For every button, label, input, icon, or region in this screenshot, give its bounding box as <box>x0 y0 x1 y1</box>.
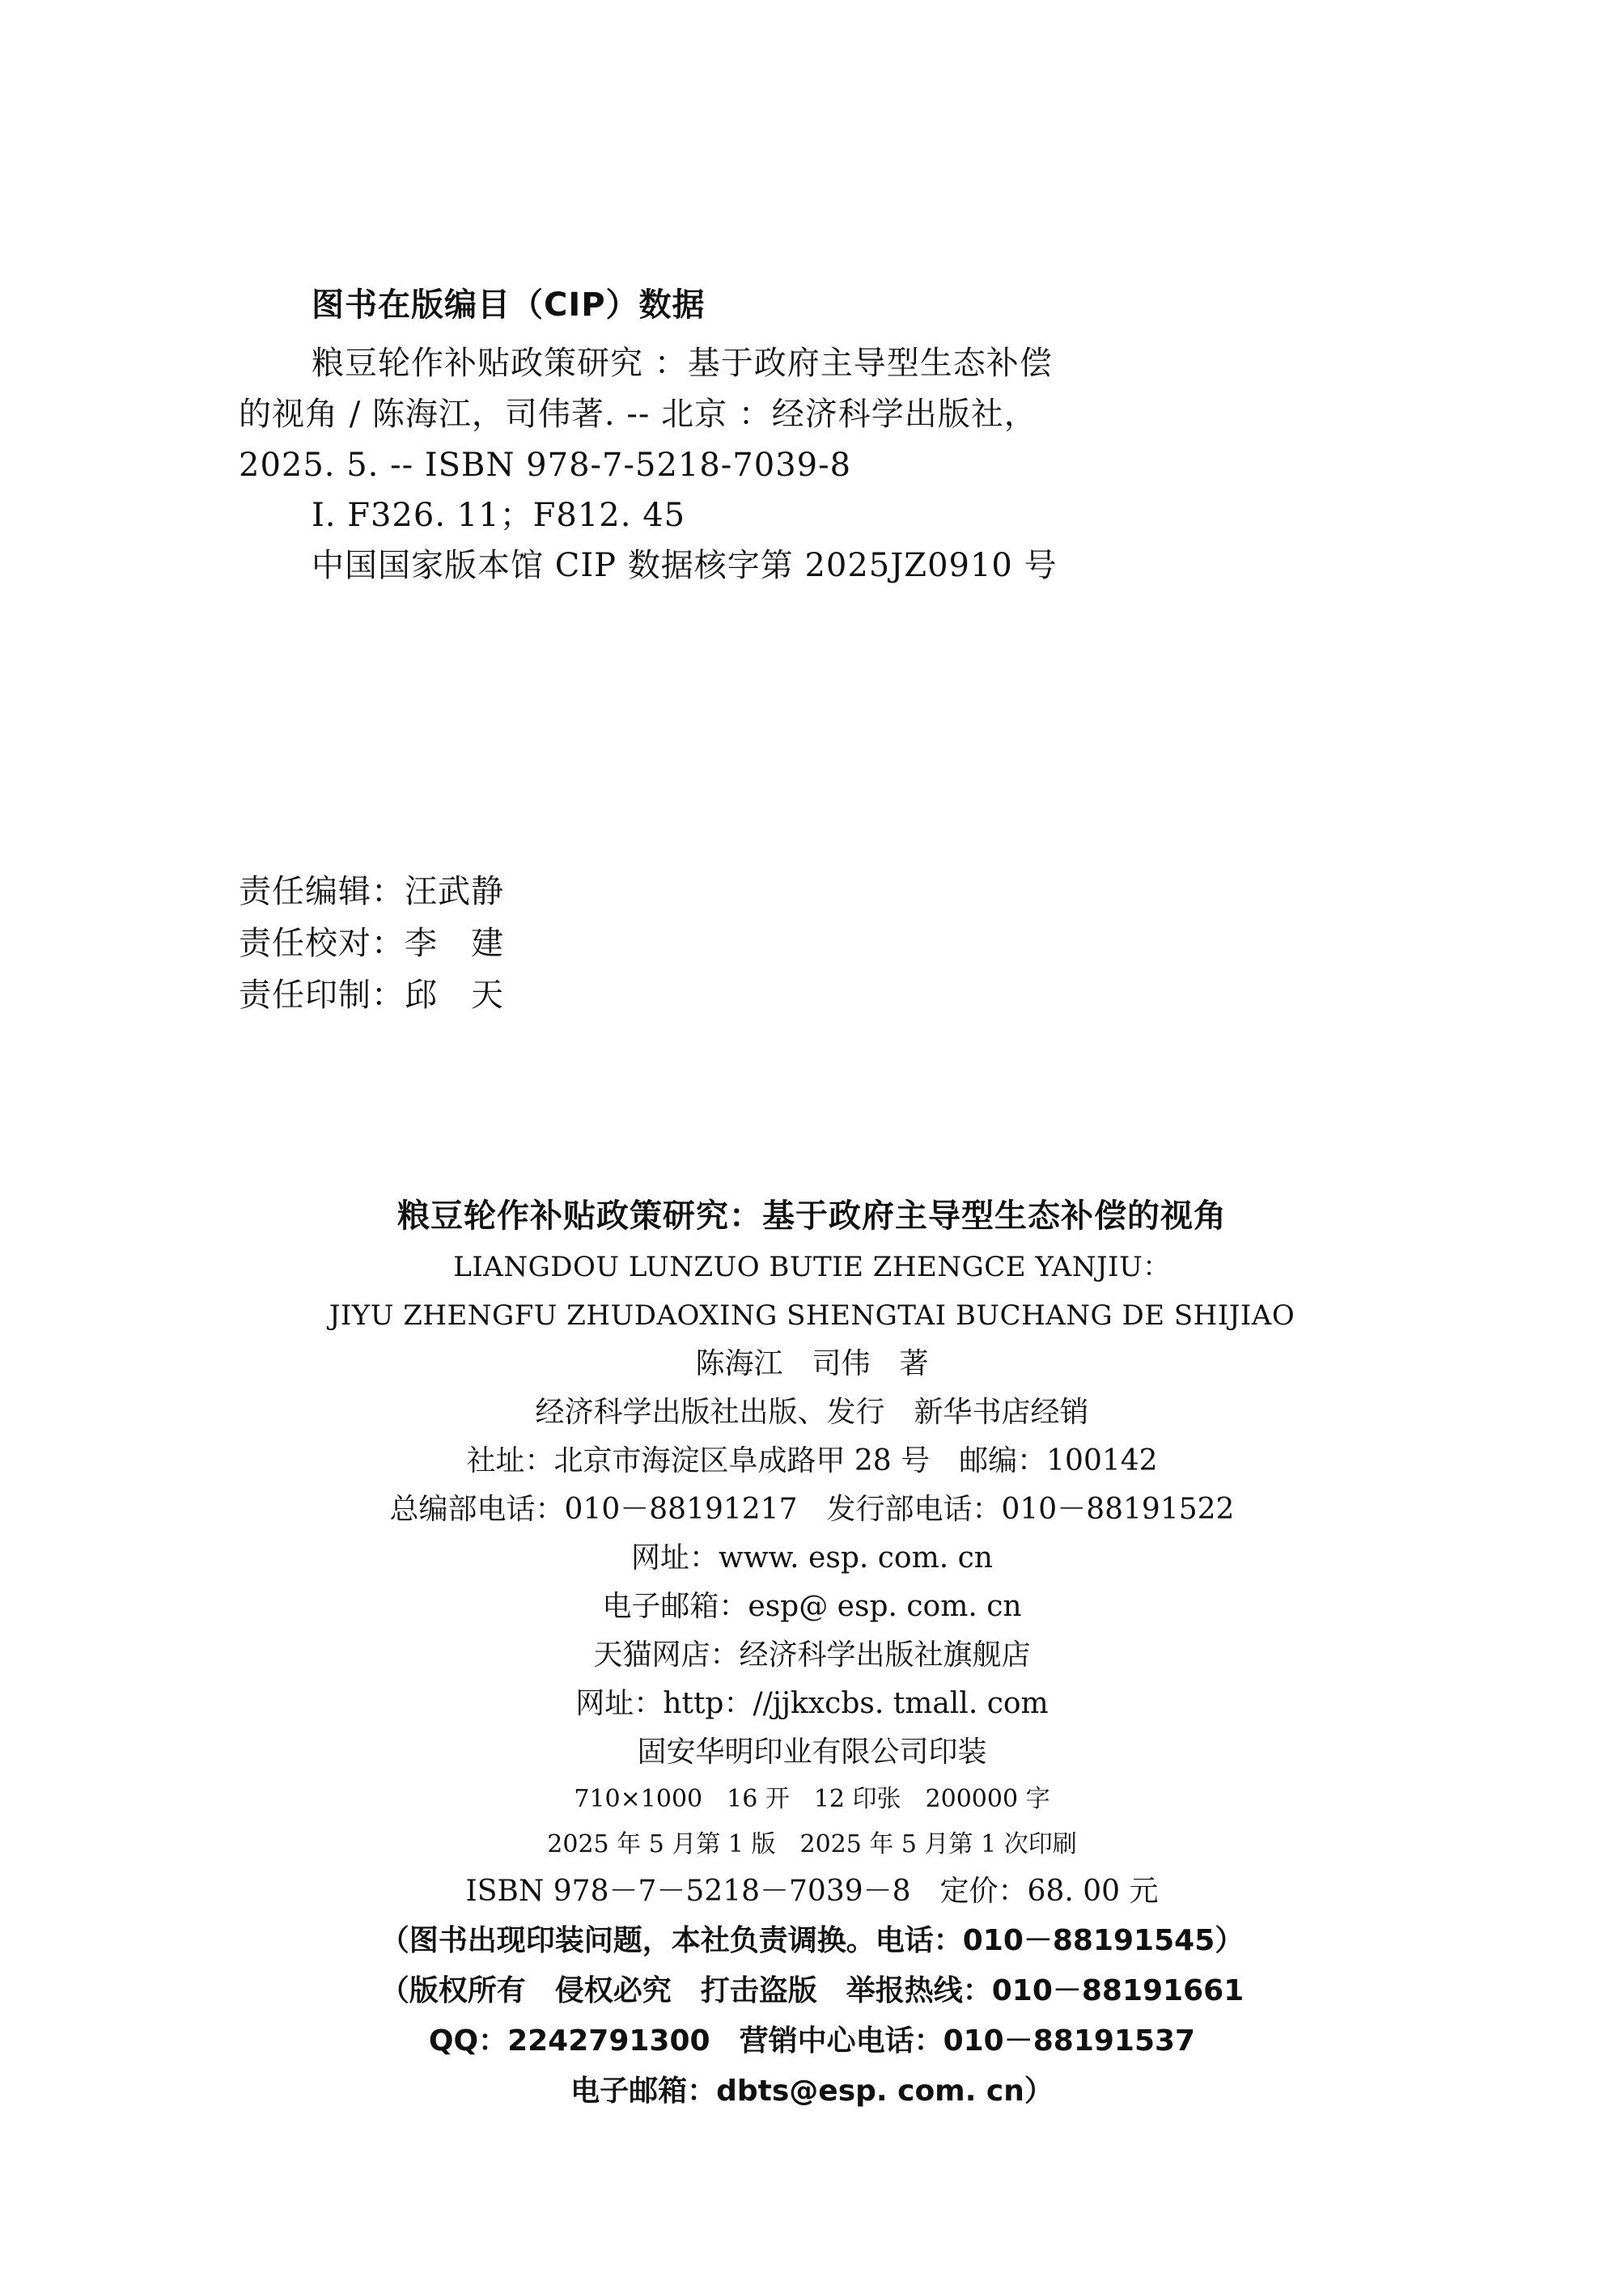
book-title-pinyin-1: LIANGDOU LUNZUO BUTIE ZHENGCE YANJIU： <box>453 1251 1171 1283</box>
format-info: 710×1000 16 开 12 印张 200000 字 <box>574 1785 1050 1813</box>
staff-name: 邱 天 <box>405 977 504 1014</box>
cip-line-5: 中国国家版本馆 CIP 数据核字第 2025JZ0910 号 <box>312 547 1058 584</box>
staff-role: 责任编辑： <box>239 873 405 910</box>
book-title: 粮豆轮作补贴政策研究：基于政府主导型生态补偿的视角 <box>397 1197 1227 1235</box>
notice-email: 电子邮箱：dbts@esp. com. cn） <box>570 2075 1054 2108</box>
staff-role: 责任校对： <box>239 925 405 962</box>
staff-name: 李 建 <box>405 925 504 962</box>
staff-row-printing <box>239 969 504 1021</box>
cip-title: 图书在版编目（CIP）数据 <box>312 286 706 324</box>
staff-row-proofreader <box>239 918 504 969</box>
cip-line-4: Ⅰ. F326. 11；F812. 45 <box>312 497 686 534</box>
authors: 陈海江 司伟 著 <box>695 1347 929 1380</box>
staff-row-editor <box>239 866 504 918</box>
responsible-staff <box>239 866 504 1021</box>
cip-line-2: 的视角 / 陈海江，司伟著. -- 北京 ：经济科学出版社， <box>239 396 1037 433</box>
book-title-pinyin-2: JIYU ZHENGFU ZHUDAOXING SHENGTAI BUCHANG DE SHIJIAO <box>329 1299 1295 1332</box>
notice-printing-issue: （图书出现印装问题，本社负责调换。电话：010－88191545） <box>379 1924 1245 1957</box>
cip-line-1: 粮豆轮作补贴政策研究 ：基于政府主导型生态补偿 <box>312 345 1053 382</box>
cip-line-3: 2025. 5. -- ISBN 978-7-5218-7039-8 <box>239 447 852 484</box>
notice-qq-marketing: QQ：2242791300 营销中心电话：010－88191537 <box>428 2024 1196 2058</box>
email: 电子邮箱：esp@ esp. com. cn <box>602 1590 1022 1623</box>
phone-numbers: 总编部电话：010－88191217 发行部电话：010－88191522 <box>389 1493 1235 1526</box>
website: 网址：www. esp. com. cn <box>631 1541 993 1575</box>
publisher: 经济科学出版社出版、发行 新华书店经销 <box>535 1396 1089 1429</box>
staff-name: 汪武静 <box>405 873 504 910</box>
isbn-price: ISBN 978－7－5218－7039－8 定价：68. 00 元 <box>465 1875 1159 1908</box>
notice-copyright: （版权所有 侵权必究 打击盗版 举报热线：010－88191661 <box>379 1974 1245 2007</box>
colophon <box>0 1189 1624 2117</box>
staff-role: 责任印制： <box>239 977 405 1014</box>
edition-info: 2025 年 5 月第 1 版 2025 年 5 月第 1 次印刷 <box>547 1830 1077 1859</box>
address: 社址：北京市海淀区阜成路甲 28 号 邮编：100142 <box>466 1444 1158 1477</box>
printer: 固安华明印业有限公司印装 <box>637 1736 987 1769</box>
tmall-url: 网址：http：//jjkxcbs. tmall. com <box>575 1687 1049 1720</box>
tmall-store: 天猫网店：经济科学出版社旗舰店 <box>593 1638 1031 1672</box>
